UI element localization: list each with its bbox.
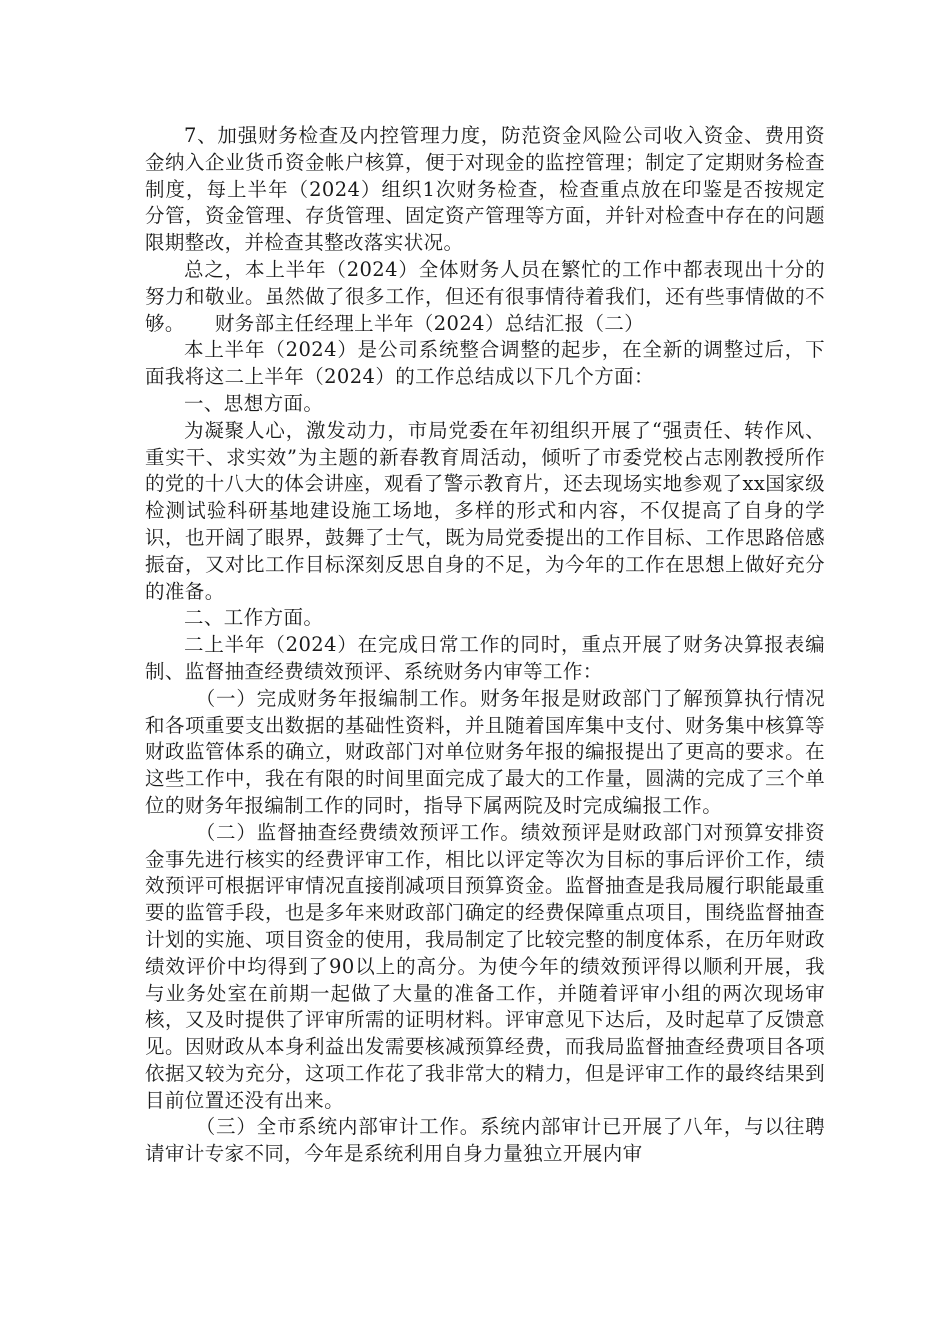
paragraph-performance-review: （二）监督抽查经费绩效预评工作。绩效预评是财政部门对预算安排资金事先进行核实的经费评审工作，相比以评定等次为目标的事后评价工作，绩效预评可根据评审情况直接削减项目预算资金。监督抽查是我局履行职能最重要的监管手段，也是多年来财政部门确定的经费保障重点项目，围绕监督抽查计划的实施、项目资金的使用，我局制定了比较完整的制度体系，在历年财政绩效评价中均得到了90以上的高分。为使今年的绩效预评得以顺利开展，我与业务处室在前期一起做了大量的准备工作，并随着评审小组的两次现场审核，又及时提供了评审所需的证明材料。评审意见下达后，及时起草了反馈意见。因财政从本身利益出发需要核减预算经费，而我局监督抽查经费项目各项依据又较为充分，这项工作花了我非常大的精力，但是评审工作的最终结果到目前位置还没有出来。 bbox=[145, 820, 825, 1112]
paragraph-intro-part-two: 本上半年（2024）是公司系统整合调整的起步，在全新的调整过后，下面我将这二上半年（2024）的工作总结成以下几个方面： bbox=[145, 338, 825, 389]
paragraph-internal-audit: （三）全市系统内部审计工作。系统内部审计已开展了八年，与以往聘请审计专家不同，今年是系统利用自身力量独立开展内审 bbox=[145, 1115, 825, 1166]
paragraph-summary: 总之，本上半年（2024）全体财务人员在繁忙的工作中都表现出十分的努力和敬业。虽然做了很多工作，但还有很事情待着我们，还有些事情做的不够。 财务部主任经理上半年（2024）总结汇报（二） bbox=[145, 257, 825, 335]
heading-work: 二、工作方面。 bbox=[184, 606, 324, 630]
document-page bbox=[145, 123, 825, 1168]
paragraph-ideology: 为凝聚人心，激发动力，市局党委在年初组织开展了“强责任、转作风、重实干、求实效”为主题的新春教育周活动，倾听了市委党校占志刚教授所作的党的十八大的体会讲座，观看了警示教育片，还去现场实地参观了xx国家级检测试验科研基地建设施工场地，多样的形式和内容，不仅提高了自身的学识，也开阔了眼界，鼓舞了士气，既为局党委提出的工作目标、工作思路倍感振奋，又对比工作目标深刻反思自身的不足，为今年的工作在思想上做好充分的准备。 bbox=[145, 418, 825, 603]
paragraph-annual-report: （一）完成财务年报编制工作。财务年报是财政部门了解预算执行情况和各项重要支出数据的基础性资料，并且随着国库集中支付、财务集中核算等财政监管体系的确立，财政部门对单位财务年报的编报提出了更高的要求。在这些工作中，我在有限的时间里面完成了最大的工作量，圆满的完成了三个单位的财务年报编制工作的同时，指导下属两院及时完成编报工作。 bbox=[145, 686, 825, 817]
paragraph-work-overview: 二上半年（2024）在完成日常工作的同时，重点开展了财务决算报表编制、监督抽查经费绩效预评、系统财务内审等工作： bbox=[145, 633, 825, 683]
paragraph-financial-inspection: 7、加强财务检查及内控管理力度，防范资金风险公司收入资金、费用资金纳入企业货币资金帐户核算，便于对现金的监控管理；制定了定期财务检查制度，每上半年（2024）组织1次财务检查，检查重点放在印鉴是否按规定分管，资金管理、存货管理、固定资产管理等方面，并针对检查中存在的问题限期整改，并检查其整改落实状况。 bbox=[145, 124, 825, 255]
heading-ideology: 一、思想方面。 bbox=[184, 391, 324, 415]
